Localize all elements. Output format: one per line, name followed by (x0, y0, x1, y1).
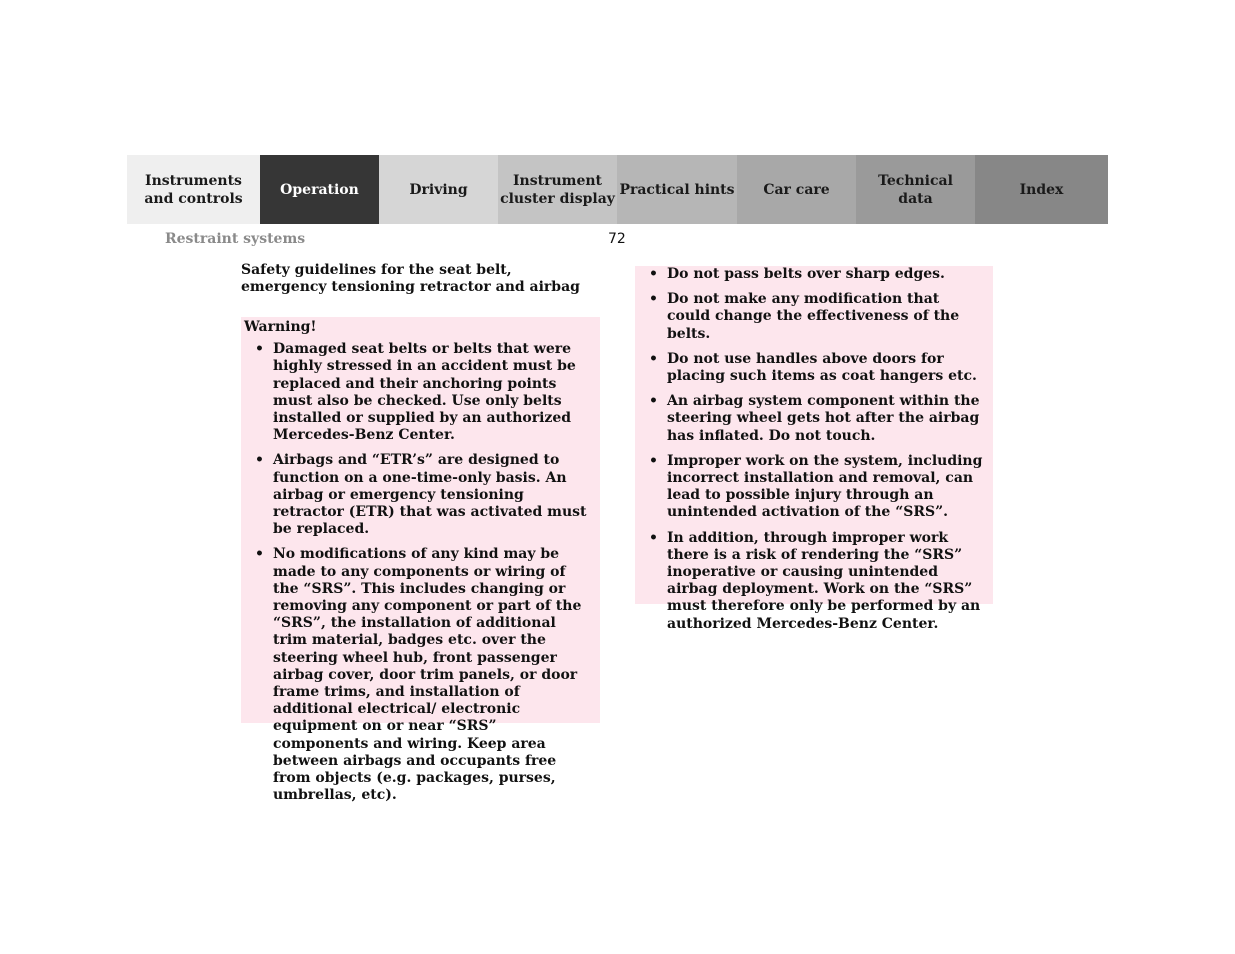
bullet-icon: • (649, 393, 658, 410)
bullet-icon: • (649, 452, 658, 469)
list-item-text: An airbag system component within the steering wheel gets hot after the airbag has inflated. Do not touch. (667, 393, 980, 444)
tab-driving[interactable] (379, 155, 498, 224)
section-title: Restraint systems (165, 231, 306, 247)
list-item-text: No modifications of any kind may be made to any components or wiring of the “SRS”. This includes changing or removing any component or part of the “SRS”, the installation of additional trim material, badges etc. over the steering wheel hub, front passenger airbag cover, door trim panels, or door frame trims, and installation of additional electrical/ electronic equipment on or near “SRS” components and wiring. Keep area between airbags and occupants free from objects (e.g. packages, purses, umbrellas, etc). (273, 546, 582, 804)
list-item (244, 341, 594, 444)
tab-label: Car care (763, 181, 830, 198)
warning-list-right (638, 266, 987, 633)
list-item-text: Do not make any modification that could change the effectiveness of the belts. (667, 291, 960, 342)
tab-index[interactable] (975, 155, 1108, 224)
tab-technical-data[interactable] (856, 155, 975, 224)
list-item (638, 291, 987, 343)
list-item (244, 452, 594, 538)
warning-label: Warning! (244, 319, 317, 335)
list-item-text: Do not pass belts over sharp edges. (667, 266, 945, 282)
list-item (638, 266, 987, 283)
bullet-icon: • (255, 546, 264, 563)
bullet-icon: • (255, 452, 264, 469)
warning-list-left (244, 341, 594, 804)
tab-practical-hints[interactable] (617, 155, 737, 224)
list-item-text: Do not use handles above doors for placing such items as coat hangers etc. (667, 350, 977, 385)
tab-label: Driving (409, 181, 468, 198)
tab-instrument-cluster-display[interactable] (498, 155, 617, 224)
page-heading: Safety guidelines for the seat belt, emergency tensioning retractor and airbag (241, 262, 580, 295)
bullet-icon: • (649, 529, 658, 546)
page-number: 72 (608, 231, 626, 247)
list-item (638, 351, 987, 385)
bullet-icon: • (649, 291, 658, 308)
list-item-text: Improper work on the system, including incorrect installation and removal, can lead to possible injury through an unintended activation of the “SRS”. (667, 452, 983, 521)
warning-box-left (241, 317, 600, 804)
chapter-navigation (127, 155, 1108, 224)
list-item-text: Airbags and “ETR’s” are designed to function on a one-time-only basis. An airbag or emergency tensioning retractor (ETR) that was activated must be replaced. (273, 452, 587, 538)
bullet-icon: • (255, 341, 264, 358)
list-item-text: Damaged seat belts or belts that were highly stressed in an accident must be replaced and their anchoring points must also be checked. Use only belts installed or supplied by an authorized Mercedes-Benz Center. (273, 341, 576, 444)
tab-instruments-and-controls[interactable] (127, 155, 260, 224)
list-item-text: In addition, through improper work there is a risk of rendering the “SRS” inoperative or causing unintended airbag deployment. Work on the “SRS” must therefore only be performed by an authorized Mercedes-Benz Center. (667, 529, 981, 632)
list-item (244, 546, 594, 804)
bullet-icon: • (649, 350, 658, 367)
list-item (638, 453, 987, 522)
bullet-icon: • (649, 266, 658, 282)
tab-label: Operation (280, 181, 359, 198)
tab-car-care[interactable] (737, 155, 856, 224)
tab-operation[interactable] (260, 155, 379, 224)
list-item (638, 393, 987, 445)
tab-label: Instrument cluster display (500, 172, 615, 207)
warning-box-right (635, 266, 993, 632)
list-item (638, 530, 987, 633)
tab-label: Technical data (878, 172, 953, 207)
tab-label: Practical hints (619, 181, 735, 198)
tab-label: Instruments and controls (144, 172, 243, 207)
tab-label: Index (1019, 181, 1064, 198)
